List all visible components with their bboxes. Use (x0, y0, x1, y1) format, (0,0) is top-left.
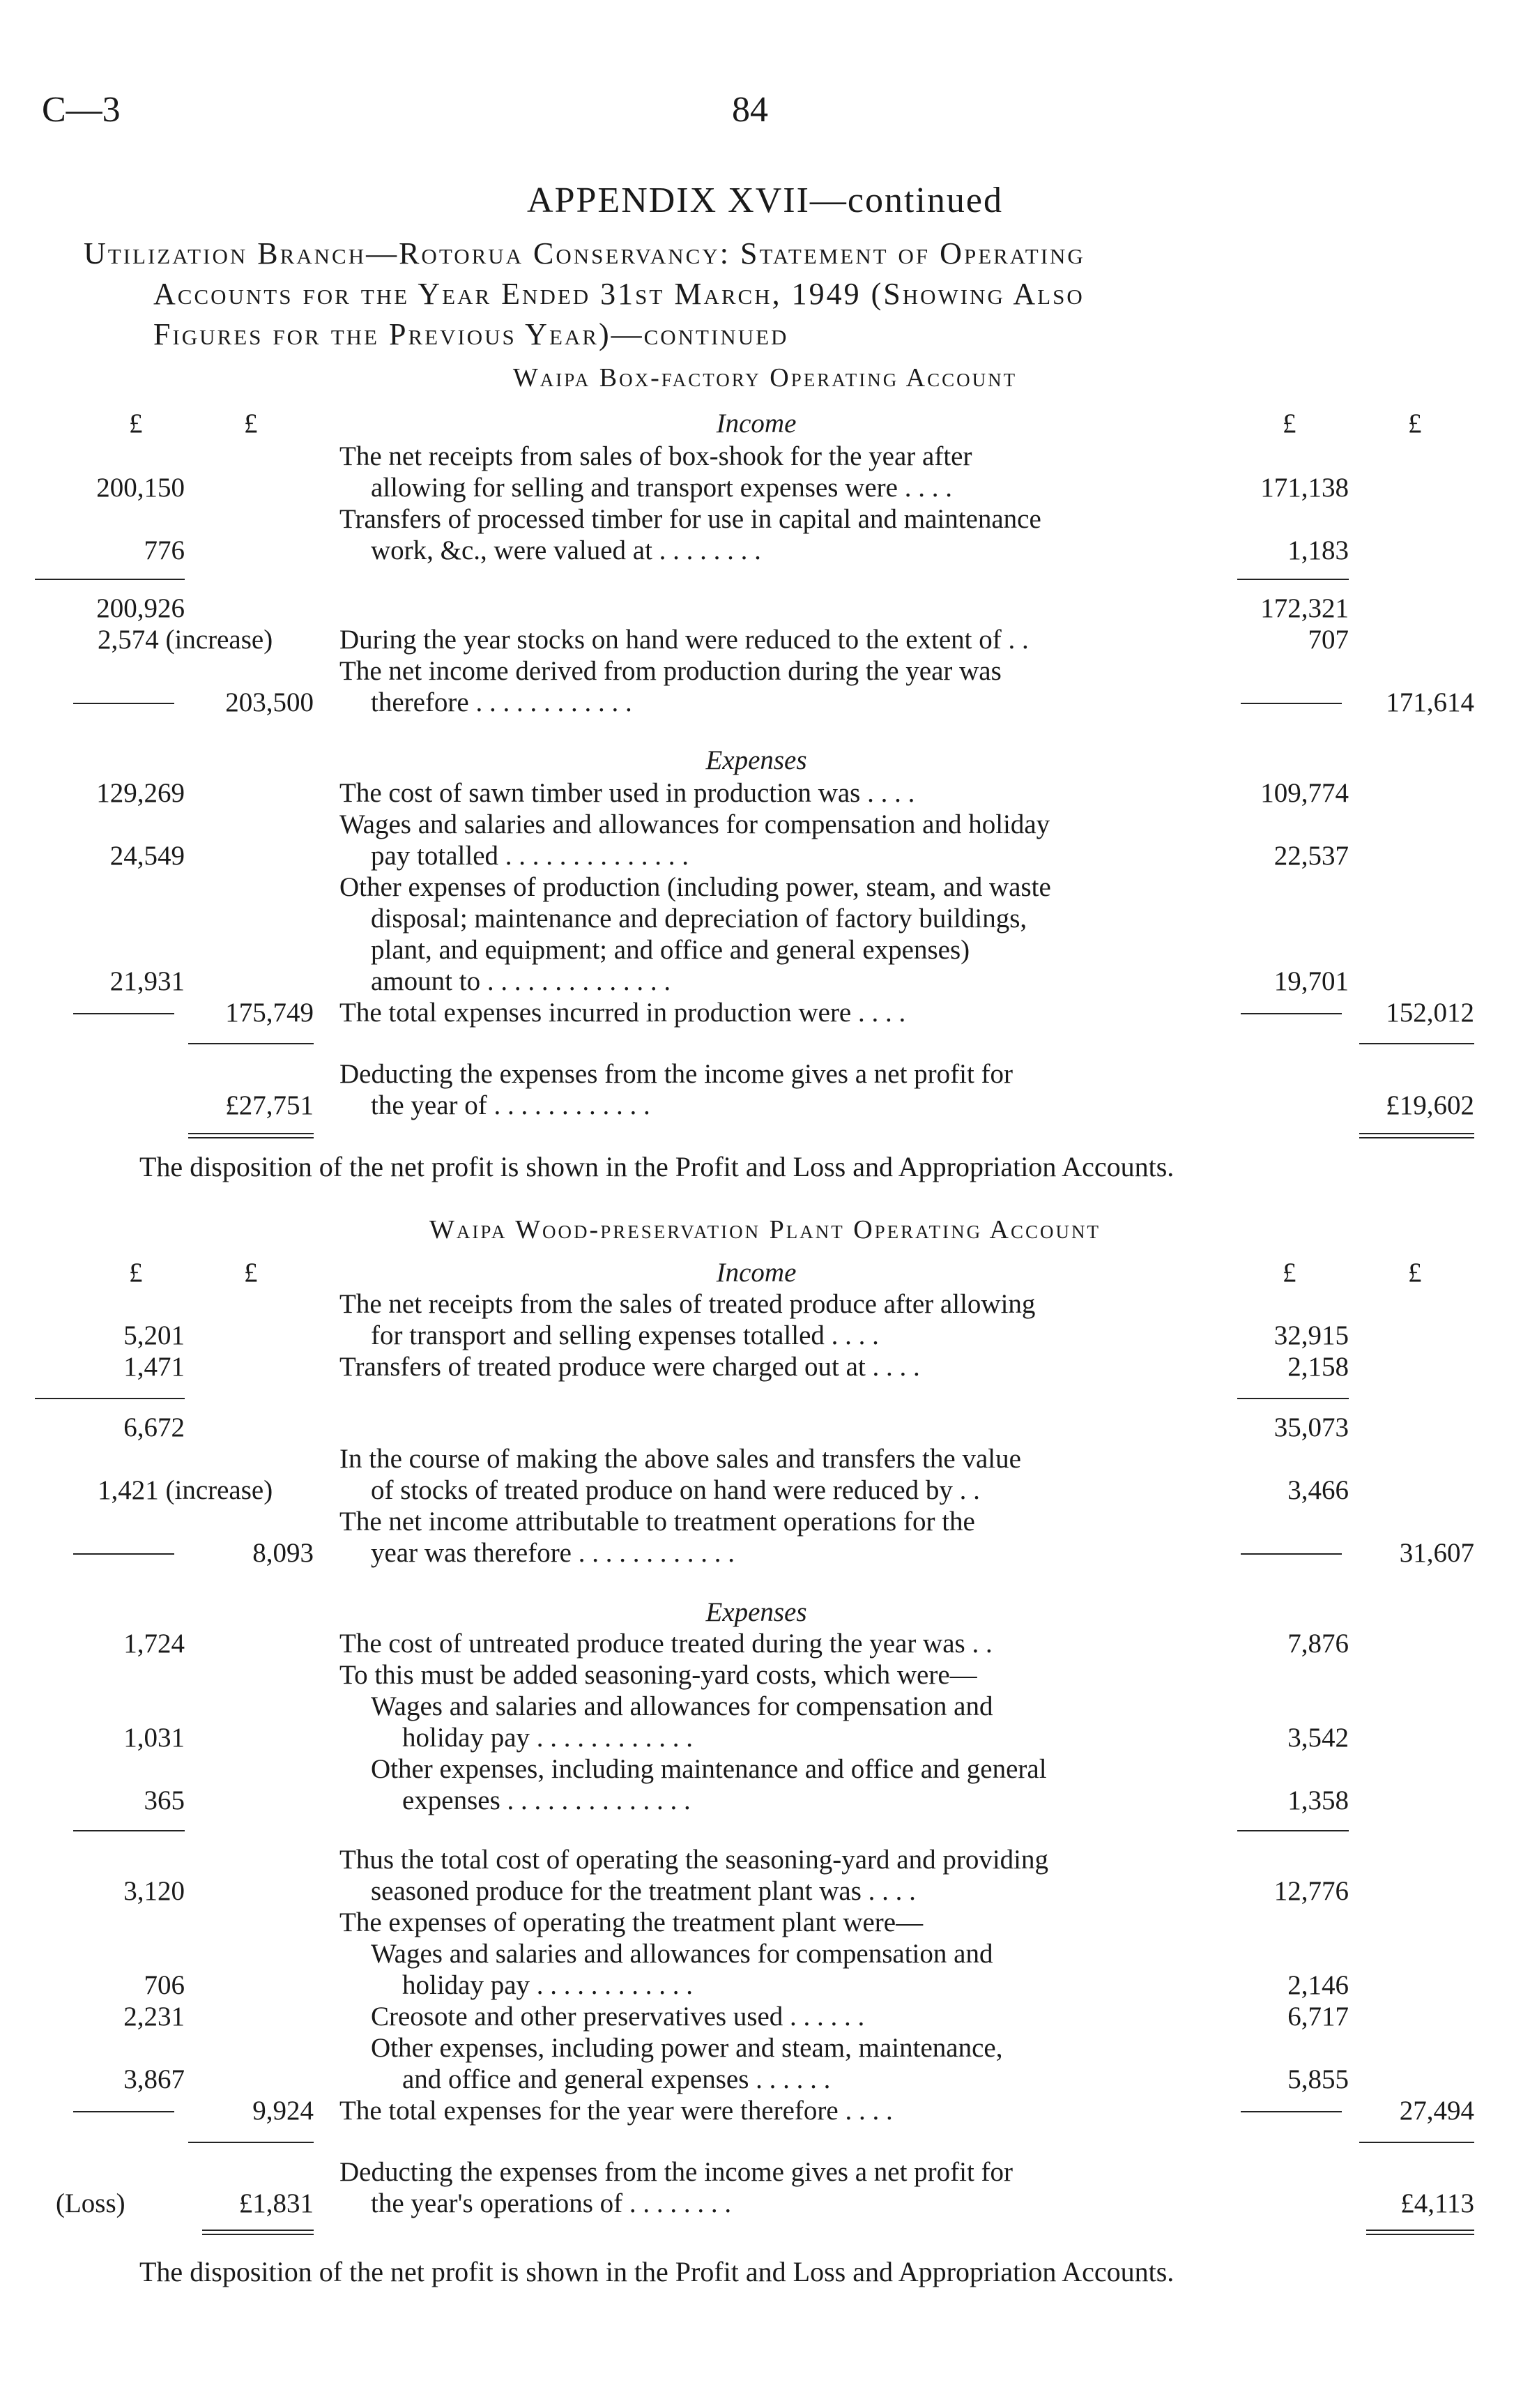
table-row (0, 1058, 1530, 1090)
total-rule (1359, 2142, 1474, 2143)
prev-amount: 24,549 (109, 841, 185, 871)
table-row (0, 2001, 1530, 2033)
cur-amount: 707 (1308, 625, 1349, 655)
row-description: During the year stocks on hand were reduced to the extent of . . (339, 625, 1029, 655)
subtitle-line-3: Figures for the Previous Year)—continued (153, 317, 789, 351)
prev-amount: 5,201 (123, 1320, 185, 1350)
table-row (0, 687, 1530, 719)
table-row (0, 1288, 1530, 1320)
prev-amount: 1,471 (123, 1352, 185, 1382)
row-description: Wages and salaries and allowances for compensation and (371, 1939, 993, 1969)
disposition-note: The disposition of the net profit is shown in the Profit and Loss and Appropriation Accounts. (139, 2256, 1175, 2287)
row-description: Wages and salaries and allowances for compensation and (371, 1691, 993, 1721)
table-row (0, 1628, 1530, 1660)
table-row (0, 1351, 1530, 1383)
cur-amount: 19,701 (1273, 966, 1349, 996)
row-description: holiday pay . . . . . . . . . . . . (402, 1970, 694, 2000)
currency-cur-col1: £ (1283, 1258, 1296, 1288)
table-row (0, 1597, 1530, 1629)
table-row (0, 903, 1530, 935)
subtotal-rule (73, 1830, 185, 1831)
table-row (0, 871, 1530, 904)
cur-amount: 171,138 (1260, 473, 1349, 503)
row-description: The net income derived from production during the year was (339, 656, 1002, 686)
prev-amount: 2,574 (increase) (98, 625, 273, 655)
cur-amount: 3,466 (1287, 1475, 1349, 1505)
total-rule (188, 1043, 314, 1044)
loss-label: (Loss) (56, 2188, 125, 2218)
prev-amount: 200,150 (96, 473, 185, 503)
dash-rule (1241, 1553, 1342, 1555)
table-row (0, 655, 1530, 687)
table-row (0, 2032, 1530, 2064)
row-description: The expenses of operating the treatment plant were— (339, 1907, 924, 1937)
row-description: In the course of making the above sales and transfers the value (339, 1444, 1021, 1474)
expenses-heading: Expenses (705, 1597, 807, 1627)
cur-amount: 22,537 (1273, 841, 1349, 871)
subtitle-line-1: Utilization Branch—Rotorua Conservancy: Statement of Operating (84, 236, 1085, 270)
row-description: seasoned produce for the treatment plant was . . . . (371, 1876, 916, 1906)
row-description: The net income attributable to treatment operations for the (339, 1507, 975, 1537)
double-rule (1359, 1133, 1474, 1138)
table-row (0, 1969, 1530, 2002)
table-row (0, 593, 1530, 625)
table-row (0, 840, 1530, 872)
currency-prev-col2: £ (244, 409, 258, 439)
prev-total: 8,093 (252, 1538, 314, 1568)
row-description: and office and general expenses . . . . . . (402, 2064, 831, 2094)
row-description: Deducting the expenses from the income gives a net profit for (339, 2157, 1013, 2187)
prev-amount: 21,931 (109, 966, 185, 996)
income-heading: Income (716, 1258, 797, 1288)
prev-amount: 365 (144, 1785, 185, 1815)
row-description: allowing for selling and transport expenses were . . . . (371, 473, 952, 503)
currency-cur-col1: £ (1283, 409, 1296, 439)
cur-net-profit: £19,602 (1386, 1090, 1474, 1120)
prev-amount: 3,120 (123, 1876, 185, 1906)
cur-amount: 12,776 (1273, 1876, 1349, 1906)
table-row (0, 503, 1530, 535)
row-description: To this must be added seasoning-yard costs, which were— (339, 1660, 977, 1690)
table-row (0, 472, 1530, 504)
page-number: 84 (732, 90, 768, 130)
row-description: The net receipts from sales of box-shook for the year after (339, 441, 972, 471)
prev-amount: 3,867 (123, 2064, 185, 2094)
table-row (0, 1506, 1530, 1538)
cur-amount: 5,855 (1287, 2064, 1349, 2094)
table-row (0, 809, 1530, 841)
row-description: plant, and equipment; and office and general expenses) (371, 935, 970, 965)
double-rule (188, 1133, 314, 1138)
prev-net-profit: £27,751 (225, 1090, 314, 1120)
prev-total: 9,924 (252, 2096, 314, 2126)
cur-total: 31,607 (1399, 1538, 1474, 1568)
dash-rule (73, 2111, 174, 2112)
double-rule (1366, 2230, 1474, 2235)
table-row (0, 624, 1530, 656)
currency-prev-col1: £ (129, 1258, 143, 1288)
cur-total: 152,012 (1386, 998, 1474, 1028)
table-row (0, 2188, 1530, 2220)
row-description: Transfers of processed timber for use in capital and maintenance (339, 504, 1041, 534)
dash-rule (73, 1013, 174, 1014)
prev-total: 203,500 (225, 687, 314, 717)
table-row (0, 1722, 1530, 1754)
row-description: therefore . . . . . . . . . . . . (371, 687, 632, 717)
currency-header-row (0, 408, 1530, 440)
row-description: the year of . . . . . . . . . . . . (371, 1090, 650, 1120)
row-description: The cost of sawn timber used in production was . . . . (339, 778, 915, 808)
dash-rule (1241, 703, 1342, 704)
prev-amount: 776 (144, 535, 185, 565)
table-row (0, 777, 1530, 809)
table-row (0, 934, 1530, 966)
table-row (0, 1537, 1530, 1569)
table-row (0, 535, 1530, 567)
dash-rule (1241, 2111, 1342, 2112)
cur-amount: 32,915 (1273, 1320, 1349, 1350)
prev-total: 175,749 (225, 998, 314, 1028)
row-description: year was therefore . . . . . . . . . . . . (371, 1538, 735, 1568)
table-row (0, 966, 1530, 998)
prev-amount: 706 (144, 1970, 185, 2000)
table-row (0, 1659, 1530, 1691)
table-row (0, 2064, 1530, 2096)
row-description: pay totalled . . . . . . . . . . . . . . (371, 841, 689, 871)
cur-total: 27,494 (1399, 2096, 1474, 2126)
expenses-heading: Expenses (705, 745, 807, 775)
currency-prev-col1: £ (129, 409, 143, 439)
dash-rule (1241, 1013, 1342, 1014)
row-description: Transfers of treated produce were charged out at . . . . (339, 1352, 920, 1382)
prev-amount: 1,724 (123, 1629, 185, 1659)
row-description: Other expenses, including maintenance and office and general (371, 1754, 1047, 1784)
row-description: Other expenses, including power and steam, maintenance, (371, 2033, 1003, 2063)
cur-amount: 2,158 (1287, 1352, 1349, 1382)
dash-rule (73, 1553, 174, 1555)
prev-subtotal: 200,926 (96, 593, 185, 623)
row-description: The net receipts from the sales of treated produce after allowing (339, 1289, 1036, 1319)
total-rule (1359, 1043, 1474, 1044)
table-row (0, 1691, 1530, 1723)
row-description: Deducting the expenses from the income gives a net profit for (339, 1059, 1013, 1089)
subtotal-rule (35, 1398, 185, 1399)
row-description: Wages and salaries and allowances for compensation and holiday (339, 809, 1050, 839)
row-description: for transport and selling expenses totalled . . . . (371, 1320, 879, 1350)
currency-cur-col2: £ (1408, 1258, 1422, 1288)
table-row (0, 1090, 1530, 1122)
cur-subtotal: 172,321 (1260, 593, 1349, 623)
box-factory-account-title: Waipa Box-factory Operating Account (512, 363, 1018, 393)
disposition-note: The disposition of the net profit is shown in the Profit and Loss and Appropriation Accounts. (139, 1151, 1175, 1182)
prev-subtotal: 6,672 (123, 1412, 185, 1442)
row-description: the year's operations of . . . . . . . . (371, 2188, 732, 2218)
row-description: disposal; maintenance and depreciation of factory buildings, (371, 904, 1027, 934)
prev-amount: 1,421 (increase) (98, 1475, 273, 1505)
row-description: amount to . . . . . . . . . . . . . . (371, 966, 671, 996)
prev-net-profit: £1,831 (238, 2188, 314, 2218)
subtotal-rule (35, 579, 185, 580)
prev-amount: 2,231 (123, 2002, 185, 2032)
cur-amount: 7,876 (1287, 1629, 1349, 1659)
cur-amount: 1,183 (1287, 535, 1349, 565)
appendix-title-text: APPENDIX XVII—continued (527, 181, 1003, 220)
table-row (0, 1412, 1530, 1444)
subtotal-rule (1237, 579, 1349, 580)
table-row (0, 1753, 1530, 1785)
table-row (0, 1474, 1530, 1507)
row-description: Creosote and other preservatives used . . . . . . (371, 2002, 865, 2032)
table-row (0, 1320, 1530, 1352)
row-description: holiday pay . . . . . . . . . . . . (402, 1723, 694, 1753)
table-row (0, 1844, 1530, 1876)
table-row (0, 441, 1530, 473)
cur-total: 171,614 (1386, 687, 1474, 717)
row-description: work, &c., were valued at . . . . . . . . (371, 535, 761, 565)
currency-prev-col2: £ (244, 1258, 258, 1288)
table-row (0, 1938, 1530, 1970)
wood-preservation-account-title: Waipa Wood-preservation Plant Operating Account (429, 1215, 1101, 1244)
row-description: of stocks of treated produce on hand were reduced by . . (371, 1475, 980, 1505)
table-row (0, 997, 1530, 1029)
subtitle-line-2: Accounts for the Year Ended 31st March, 1949 (Showing Also (153, 277, 1085, 311)
currency-cur-col2: £ (1408, 409, 1422, 439)
table-row (0, 745, 1530, 777)
document-code: C—3 (42, 90, 121, 130)
prev-amount: 1,031 (123, 1723, 185, 1753)
table-row (0, 2156, 1530, 2188)
cur-amount: 109,774 (1260, 778, 1349, 808)
dash-rule (73, 703, 174, 704)
currency-header-row (0, 1257, 1530, 1289)
subtotal-rule (1237, 1830, 1349, 1831)
statement-subtitle (84, 234, 1471, 355)
cur-amount: 1,358 (1287, 1785, 1349, 1815)
cur-net-profit: £4,113 (1400, 2188, 1474, 2218)
row-description: The total expenses for the year were therefore . . . . (339, 2096, 893, 2126)
subtotal-rule (1237, 1398, 1349, 1399)
row-description: Thus the total cost of operating the seasoning-yard and providing (339, 1845, 1049, 1875)
table-row (0, 1443, 1530, 1475)
table-row (0, 2095, 1530, 2127)
row-description: The total expenses incurred in production were . . . . (339, 998, 906, 1028)
row-description: The cost of untreated produce treated during the year was . . (339, 1629, 993, 1659)
total-rule (188, 2142, 314, 2143)
income-heading: Income (716, 409, 797, 439)
cur-amount: 3,542 (1287, 1723, 1349, 1753)
appendix-title (0, 180, 1530, 221)
cur-amount: 2,146 (1287, 1970, 1349, 2000)
table-row (0, 1875, 1530, 1907)
cur-amount: 6,717 (1287, 2002, 1349, 2032)
row-description: Other expenses of production (including power, steam, and waste (339, 872, 1051, 902)
cur-subtotal: 35,073 (1273, 1412, 1349, 1442)
table-row (0, 1785, 1530, 1817)
row-description: expenses . . . . . . . . . . . . . . (402, 1785, 691, 1815)
prev-amount: 129,269 (96, 778, 185, 808)
table-row (0, 1907, 1530, 1939)
double-rule (202, 2230, 314, 2235)
